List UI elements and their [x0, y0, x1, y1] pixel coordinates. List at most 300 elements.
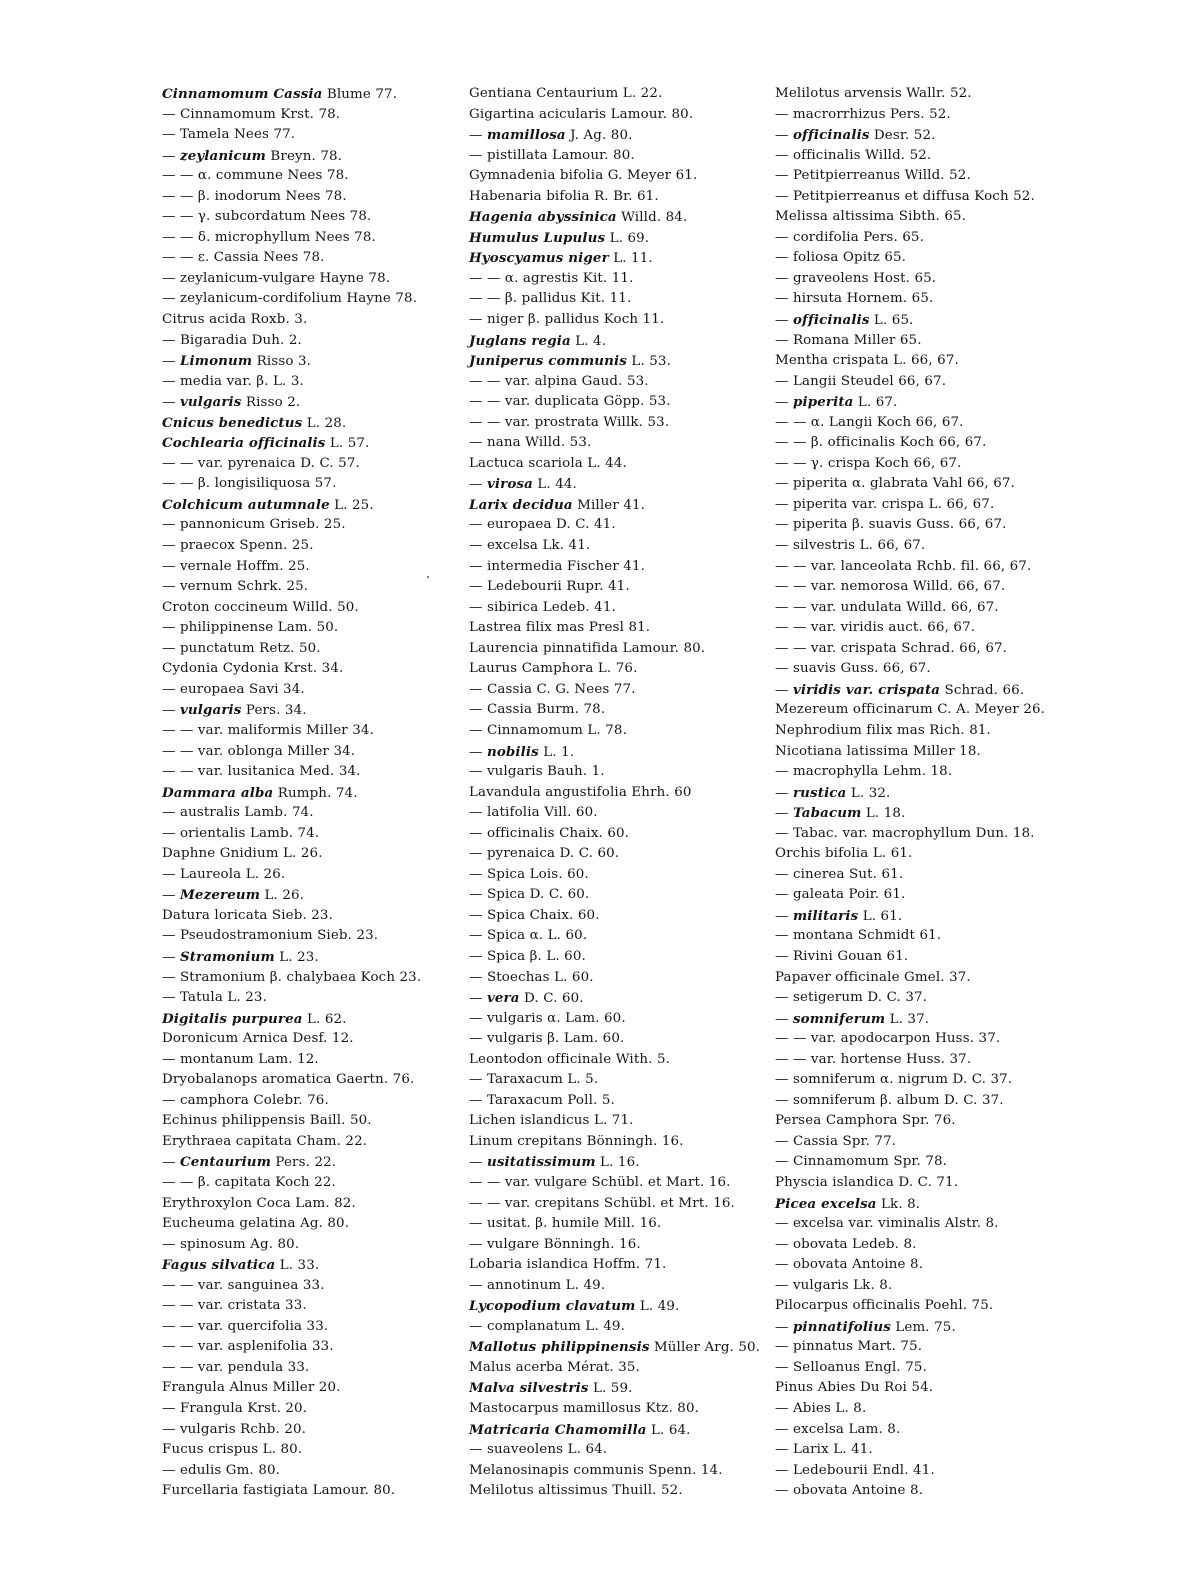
index-entry	[469, 988, 760, 1009]
entry-rest: Pers. 22.	[271, 1155, 337, 1171]
index-entry	[775, 454, 1045, 475]
entry-name: zeylanicum	[179, 147, 267, 164]
entry-prefix: —	[775, 313, 793, 329]
index-entry	[775, 1091, 1045, 1112]
index-entry	[162, 1440, 421, 1461]
index-entry	[162, 1132, 421, 1153]
entry-prefix: —	[162, 148, 180, 164]
index-entry	[162, 700, 421, 721]
entry-rest: D. C. 60.	[519, 991, 584, 1007]
entry-prefix: —	[162, 1155, 180, 1171]
index-entry	[162, 762, 421, 783]
entry-rest: L. 4.	[570, 333, 607, 349]
entry-text: — Spica β. L. 60.	[469, 948, 586, 964]
index-entry	[775, 1255, 1045, 1276]
index-entry	[162, 433, 421, 454]
entry-text: Melilotus arvensis Wallr. 52.	[775, 86, 972, 101]
entry-text: Mastocarpus mamillosus Ktz. 80.	[469, 1401, 700, 1416]
index-entry	[162, 187, 421, 208]
entry-text: — pinnatus Mart. 75.	[775, 1339, 923, 1355]
index-entry	[775, 639, 1045, 660]
entry-text: — vernum Schrk. 25.	[162, 579, 309, 595]
entry-name: Matricaria Chamomilla	[469, 1421, 647, 1438]
index-entry	[775, 392, 1045, 413]
index-entry	[469, 413, 760, 434]
entry-name: Cinnamomum Cassia	[162, 86, 323, 102]
index-entry	[469, 1337, 760, 1358]
index-entry	[469, 1194, 760, 1215]
entry-name: Tabacum	[792, 805, 862, 822]
entry-text: Pilocarpus officinalis Poehl. 75.	[775, 1298, 994, 1314]
entry-rest: L. 59.	[588, 1381, 633, 1397]
entry-prefix: —	[162, 395, 180, 411]
entry-text: — edulis Gm. 80.	[162, 1462, 281, 1478]
index-entry	[775, 742, 1045, 763]
entry-rest: L. 23.	[274, 949, 319, 965]
entry-text: — officinalis Chaix. 60.	[469, 825, 630, 841]
entry-rest: L. 16.	[595, 1155, 640, 1171]
entry-rest: Miller 41.	[572, 497, 646, 513]
entry-text: — — var. pendula 33.	[162, 1359, 310, 1375]
index-entry	[469, 1050, 760, 1071]
index-entry	[469, 824, 760, 845]
entry-text: — — β. capitata Koch 22.	[162, 1174, 336, 1190]
entry-text: — — α. commune Nees 78.	[162, 168, 349, 184]
entry-rest: Rumph. 74.	[273, 785, 358, 801]
index-entry	[775, 1461, 1045, 1482]
index-entry	[469, 618, 760, 639]
entry-text: — Bigaradia Duh. 2.	[162, 332, 302, 348]
entry-text: — — var. quercifolia 33.	[162, 1318, 329, 1334]
index-entry	[469, 1091, 760, 1112]
index-entry	[775, 824, 1045, 845]
index-entry	[775, 783, 1045, 804]
index-entry	[162, 1050, 421, 1071]
index-entry	[775, 557, 1045, 578]
index-entry	[775, 598, 1045, 619]
entry-text: — vulgaris Lk. 8.	[775, 1277, 893, 1293]
entry-name: Mallotus philippinensis	[469, 1339, 650, 1356]
entry-text: — philippinense Lam. 50.	[162, 620, 339, 636]
index-entry	[469, 125, 760, 146]
index-entry	[162, 413, 421, 434]
index-entry	[469, 762, 760, 783]
entry-rest: L. 61.	[858, 908, 903, 924]
entry-text: — — var. lanceolata Rchb. fil. 66, 67.	[775, 558, 1032, 574]
entry-rest: Blume 77.	[322, 87, 398, 102]
entry-prefix: —	[469, 128, 487, 144]
index-entry	[162, 495, 421, 516]
entry-text: — — β. inodorum Nees 78.	[162, 188, 347, 204]
entry-text: — orientalis Lamb. 74.	[162, 825, 320, 841]
entry-text: — vulgare Bönningh. 16.	[469, 1236, 641, 1252]
entry-name: Larix decidua	[469, 496, 573, 513]
index-entry	[162, 1358, 421, 1379]
index-entry	[162, 1173, 421, 1194]
entry-text: — montana Schmidt 61.	[775, 928, 942, 944]
index-entry	[775, 105, 1045, 126]
entry-text: Nephrodium filix mas Rich. 81.	[775, 722, 991, 738]
index-entry	[469, 372, 760, 393]
index-entry	[162, 906, 421, 927]
entry-text: — macrophylla Lehm. 18.	[775, 764, 953, 780]
entry-name: mamillosa	[486, 127, 566, 144]
entry-text: Nicotiana latissima Miller 18.	[775, 743, 981, 759]
index-entry	[469, 187, 760, 208]
index-entry	[469, 1132, 760, 1153]
index-entry	[775, 762, 1045, 783]
entry-rest: L. 53.	[627, 354, 672, 370]
entry-text: — Romana Miller 65.	[775, 332, 922, 348]
entry-text: — Laureola L. 26.	[162, 866, 286, 882]
entry-name: piperita	[792, 394, 854, 411]
index-entry	[775, 1378, 1045, 1399]
entry-name: usitatissimum	[486, 1154, 596, 1171]
index-entry	[469, 146, 760, 167]
entry-text: — vulgaris Rchb. 20.	[162, 1421, 307, 1437]
entry-name: officinalis	[792, 127, 870, 144]
index-entry	[775, 187, 1045, 208]
index-entry	[775, 1317, 1045, 1338]
index-entry	[775, 968, 1045, 989]
index-entry	[775, 1276, 1045, 1297]
index-entry	[162, 515, 421, 536]
entry-text: Habenaria bifolia R. Br. 61.	[469, 188, 659, 204]
index-entry	[775, 1420, 1045, 1441]
entry-text: — obovata Ledeb. 8.	[775, 1236, 917, 1252]
entry-text: — Pseudostramonium Sieb. 23.	[162, 928, 379, 944]
index-entry	[469, 906, 760, 927]
index-entry	[469, 536, 760, 557]
entry-name: Malva silvestris	[469, 1380, 589, 1397]
index-entry	[469, 968, 760, 989]
index-entry	[775, 515, 1045, 536]
entry-rest: L. 49.	[635, 1299, 680, 1315]
entry-name: Lycopodium clavatum	[469, 1298, 636, 1315]
entry-text: — — var. nemorosa Willd. 66, 67.	[775, 579, 1006, 595]
entry-text: — praecox Spenn. 25.	[162, 538, 314, 554]
entry-text: — Taraxacum L. 5.	[469, 1072, 599, 1088]
index-entry	[469, 495, 760, 516]
entry-text: Datura loricata Sieb. 23.	[162, 907, 334, 923]
entry-rest: L. 32.	[846, 785, 891, 801]
entry-text: — europaea D. C. 41.	[469, 517, 616, 533]
index-entry	[775, 947, 1045, 968]
index-entry	[469, 1378, 760, 1399]
entry-text: — vulgaris Bauh. 1.	[469, 764, 605, 780]
entry-rest: L. 26.	[260, 888, 305, 904]
entry-text: — australis Lamb. 74.	[162, 805, 314, 821]
index-entry	[162, 331, 421, 352]
entry-text: — latifolia Vill. 60.	[469, 805, 598, 821]
entry-text: — Rivini Gouan 61.	[775, 948, 909, 964]
index-entry	[469, 310, 760, 331]
index-entry	[162, 1276, 421, 1297]
index-entry	[775, 289, 1045, 310]
index-entry	[775, 536, 1045, 557]
index-entry	[162, 577, 421, 598]
index-entry	[775, 988, 1045, 1009]
entry-text: — — var. apodocarpon Huss. 37.	[775, 1031, 1001, 1047]
entry-rest: Lem. 75.	[890, 1319, 956, 1335]
entry-name: Juglans regia	[469, 332, 571, 349]
index-entry	[162, 248, 421, 269]
index-column-3	[775, 84, 1045, 1502]
index-entry	[469, 557, 760, 578]
entry-text: — Cinnamomum Krst. 78.	[162, 106, 341, 122]
entry-name: vera	[486, 990, 520, 1007]
entry-text: — vernale Hoffm. 25.	[162, 558, 310, 574]
entry-text: — hirsuta Hornem. 65.	[775, 291, 934, 307]
entry-text: — macrorrhizus Pers. 52.	[775, 106, 951, 122]
entry-name: nobilis	[486, 743, 539, 760]
index-entry	[469, 1152, 760, 1173]
index-entry	[469, 1009, 760, 1030]
entry-text: Frangula Alnus Miller 20.	[162, 1380, 341, 1396]
entry-text: — — var. hortense Huss. 37.	[775, 1051, 972, 1067]
entry-text: — piperita α. glabrata Vahl 66, 67.	[775, 476, 1015, 492]
index-entry	[469, 865, 760, 886]
entry-text: — Selloanus Engl. 75.	[775, 1359, 927, 1375]
index-entry	[469, 248, 760, 269]
entry-text: Erythroxylon Coca Lam. 82.	[162, 1195, 356, 1211]
index-entry	[162, 598, 421, 619]
index-entry	[775, 1440, 1045, 1461]
index-entry	[775, 310, 1045, 331]
entry-text: Fucus crispus L. 80.	[162, 1442, 303, 1458]
entry-rest: Risso 3.	[252, 354, 312, 370]
entry-text: — — var. undulata Willd. 66, 67.	[775, 599, 999, 615]
index-entry	[469, 1399, 760, 1420]
index-entry	[469, 515, 760, 536]
entry-rest: Lk. 8.	[876, 1196, 921, 1212]
entry-text: Lastrea filix mas Presl 81.	[469, 620, 651, 636]
entry-text: Citrus acida Roxb. 3.	[162, 312, 308, 328]
entry-prefix: —	[775, 128, 793, 144]
entry-rest: Breyn. 78.	[266, 148, 343, 164]
index-entry	[775, 351, 1045, 372]
entry-text: — cinerea Sut. 61.	[775, 866, 904, 882]
entry-text: Melissa altissima Sibth. 65.	[775, 209, 967, 225]
entry-prefix: —	[469, 1155, 487, 1171]
entry-text: — nana Willd. 53.	[469, 435, 592, 451]
index-entry	[162, 146, 421, 167]
entry-rest: L. 69.	[605, 230, 650, 246]
index-entry	[775, 84, 1045, 105]
index-entry	[162, 474, 421, 495]
entry-name: vulgaris	[179, 702, 242, 719]
entry-name: rustica	[792, 784, 847, 801]
index-entry	[775, 1399, 1045, 1420]
index-entry	[162, 351, 421, 372]
index-entry	[775, 1214, 1045, 1235]
index-entry	[162, 1070, 421, 1091]
index-entry	[162, 1255, 421, 1276]
index-entry	[162, 742, 421, 763]
entry-text: Lavandula angustifolia Ehrh. 60	[469, 784, 692, 800]
entry-prefix: —	[162, 888, 180, 904]
entry-text: — excelsa Lam. 8.	[775, 1421, 901, 1437]
entry-rest: L. 37.	[885, 1011, 930, 1027]
index-entry	[469, 1173, 760, 1194]
entry-text: Lobaria islandica Hoffm. 71.	[469, 1257, 667, 1273]
index-entry	[775, 1050, 1045, 1071]
entry-text: — excelsa Lk. 41.	[469, 538, 591, 554]
entry-text: — Petitpierreanus Willd. 52.	[775, 168, 971, 184]
index-entry	[469, 207, 760, 228]
entry-text: — Ledebourii Rupr. 41.	[469, 579, 630, 595]
index-entry	[469, 331, 760, 352]
entry-text: — media var. β. L. 3.	[162, 373, 304, 389]
index-entry	[775, 269, 1045, 290]
entry-text: Dryobalanops aromatica Gaertn. 76.	[162, 1072, 415, 1088]
index-entry	[162, 1461, 421, 1482]
index-entry	[469, 1255, 760, 1276]
index-entry	[162, 1194, 421, 1215]
entry-text: — — β. officinalis Koch 66, 67.	[775, 435, 987, 451]
index-entry	[162, 207, 421, 228]
index-entry	[469, 1481, 760, 1502]
index-entry	[162, 885, 421, 906]
index-entry	[469, 577, 760, 598]
entry-text: — galeata Poir. 61.	[775, 887, 906, 903]
index-entry	[162, 269, 421, 290]
index-entry	[162, 536, 421, 557]
index-entry	[469, 1317, 760, 1338]
entry-text: — spinosum Ag. 80.	[162, 1236, 300, 1252]
entry-text: — somniferum β. album D. C. 37.	[775, 1092, 1004, 1108]
entry-text: — graveolens Host. 65.	[775, 270, 937, 286]
index-entry	[162, 639, 421, 660]
entry-text: — Taraxacum Poll. 5.	[469, 1092, 615, 1108]
index-entry	[775, 413, 1045, 434]
entry-name: Limonum	[179, 353, 253, 370]
index-entry	[162, 988, 421, 1009]
entry-text: — Abies L. 8.	[775, 1401, 867, 1416]
index-entry	[775, 1296, 1045, 1317]
entry-name: Hyoscyamus niger	[469, 250, 609, 267]
entry-text: — Ledebourii Endl. 41.	[775, 1462, 935, 1478]
entry-prefix: —	[162, 949, 180, 965]
entry-prefix: —	[469, 477, 487, 493]
index-entry	[162, 1091, 421, 1112]
index-entry	[162, 166, 421, 187]
entry-text: Papaver officinale Gmel. 37.	[775, 969, 971, 985]
entry-text: — pistillata Lamour. 80.	[469, 147, 635, 163]
entry-name: Picea excelsa	[775, 1195, 877, 1212]
entry-name: Humulus Lupulus	[469, 229, 606, 246]
index-entry	[775, 680, 1045, 701]
entry-text: — Cassia Burm. 78.	[469, 702, 606, 718]
index-entry	[775, 1481, 1045, 1502]
entry-text: — — var. viridis auct. 66, 67.	[775, 620, 976, 636]
entry-text: — Petitpierreanus et diffusa Koch 52.	[775, 188, 1035, 204]
entry-text: Lactuca scariola L. 44.	[469, 455, 627, 471]
entry-name: Dammara alba	[162, 784, 274, 801]
index-entry	[469, 844, 760, 865]
index-entry	[469, 392, 760, 413]
entry-text: Doronicum Arnica Desf. 12.	[162, 1031, 354, 1047]
entry-text: — — var. pyrenaica D. C. 57.	[162, 455, 360, 471]
entry-prefix: —	[775, 785, 793, 801]
entry-text: Laurus Camphora L. 76.	[469, 661, 638, 677]
entry-name: vulgaris	[179, 394, 242, 411]
index-entry	[469, 289, 760, 310]
entry-text: — zeylanicum-vulgare Hayne 78.	[162, 270, 391, 286]
index-entry	[469, 659, 760, 680]
entry-rest: L. 65.	[869, 313, 914, 329]
index-entry	[162, 659, 421, 680]
entry-text: — suavis Guss. 66, 67.	[775, 661, 931, 677]
index-entry	[162, 1399, 421, 1420]
index-entry	[775, 125, 1045, 146]
entry-text: Erythraea capitata Cham. 22.	[162, 1133, 368, 1149]
entry-text: — — var. crepitans Schübl. et Mrt. 16.	[469, 1195, 735, 1211]
entry-text: — — var. duplicata Göpp. 53.	[469, 394, 671, 410]
index-entry	[775, 1111, 1045, 1132]
entry-name: Colchicum autumnale	[162, 496, 330, 513]
index-entry	[469, 783, 760, 804]
index-entry	[775, 700, 1045, 721]
entry-text: — montanum Lam. 12.	[162, 1051, 319, 1067]
entry-text: — complanatum L. 49.	[469, 1318, 626, 1334]
entry-text: — Cinnamomum L. 78.	[469, 722, 627, 738]
entry-text: — Spica Lois. 60.	[469, 866, 589, 882]
index-entry	[162, 926, 421, 947]
entry-text: — Tamela Nees 77.	[162, 127, 296, 143]
entry-text: Cydonia Cydonia Krst. 34.	[162, 661, 344, 677]
entry-text: — Frangula Krst. 20.	[162, 1401, 308, 1416]
index-entry	[162, 1009, 421, 1030]
index-entry	[775, 1070, 1045, 1091]
index-entry	[775, 1235, 1045, 1256]
index-column-2	[469, 84, 760, 1502]
entry-name: Cnicus benedictus	[162, 414, 303, 431]
index-entry	[775, 207, 1045, 228]
entry-text: — niger β. pallidus Koch 11.	[469, 312, 665, 328]
entry-rest: L. 33.	[275, 1258, 320, 1274]
index-entry	[775, 166, 1045, 187]
entry-text: — piperita β. suavis Guss. 66, 67.	[775, 517, 1007, 533]
entry-rest: L. 1.	[538, 744, 575, 760]
index-entry	[775, 228, 1045, 249]
index-column-1	[162, 84, 421, 1502]
entry-text: — Spica Chaix. 60.	[469, 907, 600, 923]
entry-text: — — β. pallidus Kit. 11.	[469, 291, 632, 307]
index-entry	[469, 742, 760, 763]
index-entry	[469, 1440, 760, 1461]
entry-text: Daphne Gnidium L. 26.	[162, 846, 323, 862]
index-entry	[469, 84, 760, 105]
entry-prefix: —	[775, 682, 793, 698]
entry-rest: L. 18.	[861, 806, 906, 822]
index-entry	[162, 1296, 421, 1317]
entry-rest: L. 57.	[325, 436, 370, 452]
entry-rest: Willd. 84.	[616, 210, 688, 226]
entry-name: Mezereum	[179, 887, 261, 904]
index-entry	[775, 844, 1045, 865]
entry-text: — — var. lusitanica Med. 34.	[162, 764, 361, 780]
entry-text: — cordifolia Pers. 65.	[775, 229, 925, 245]
index-entry	[469, 1276, 760, 1297]
entry-text: — setigerum D. C. 37.	[775, 990, 928, 1006]
entry-name: Centaurium	[179, 1154, 272, 1171]
index-entry	[775, 495, 1045, 516]
entry-text: — Cassia C. G. Nees 77.	[469, 681, 636, 697]
entry-text: — — var. asplenifolia 33.	[162, 1339, 334, 1355]
index-entry	[162, 1378, 421, 1399]
index-entry	[469, 1461, 760, 1482]
